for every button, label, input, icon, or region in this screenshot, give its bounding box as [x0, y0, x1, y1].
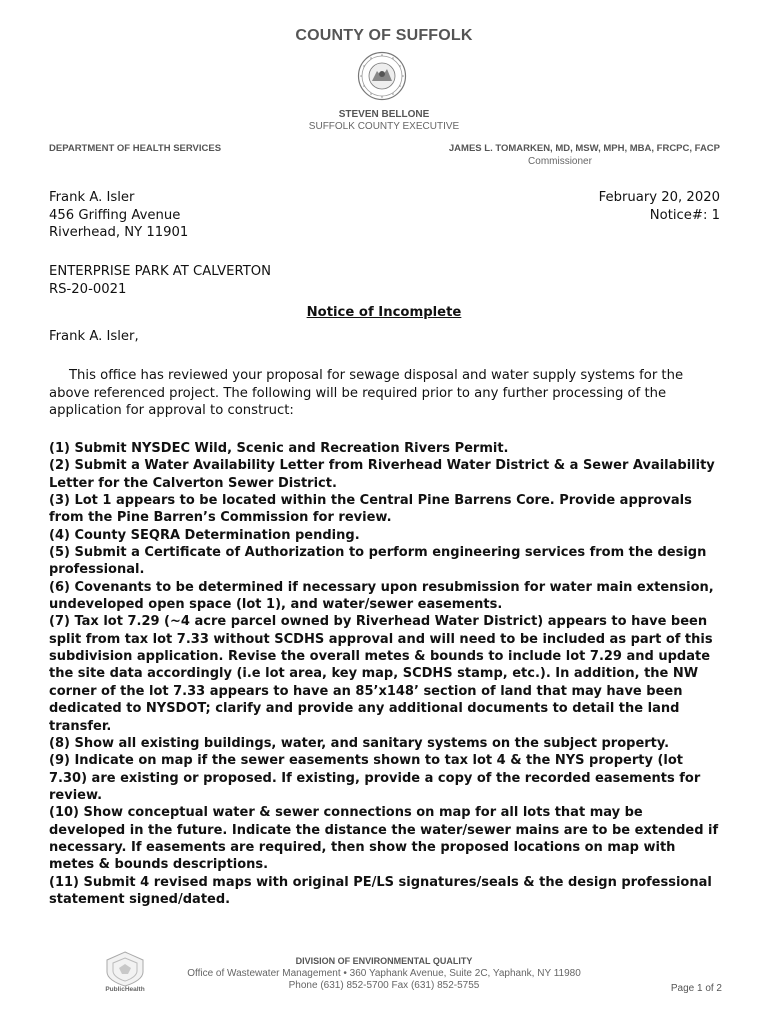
- department-name: DEPARTMENT OF HEALTH SERVICES: [49, 143, 222, 154]
- recipient-street: 456 Griffing Avenue: [49, 207, 181, 223]
- notice-title: Notice of Incomplete: [306, 305, 462, 320]
- page-number: Page 1 of 2: [670, 983, 722, 994]
- list-item: (8) Show all existing buildings, water, and sanitary systems on the subject property.: [49, 735, 670, 751]
- division-name: DIVISION OF ENVIRONMENTAL QUALITY: [295, 956, 473, 966]
- county-seal-icon: [357, 51, 407, 101]
- list-item: (5) Submit a Certificate of Authorization to perform engineering services from the design professional.: [49, 545, 707, 578]
- requirements-list: [49, 440, 721, 908]
- project-name: ENTERPRISE PARK AT CALVERTON: [49, 264, 272, 279]
- list-item: (1) Submit NYSDEC Wild, Scenic and Recreation Rivers Permit.: [49, 441, 509, 456]
- list-item: (10) Show conceptual water & sewer connections on map for all lots that may be developed in the future. Indicate the distance the water/sewer mains are to be extended if necessary. If easements are required, then show the proposed locations on map with metes & bounds descriptions.: [49, 805, 719, 873]
- date-block: [599, 189, 720, 224]
- recipient-city: Riverhead, NY 11901: [49, 225, 189, 240]
- commissioner-name: JAMES L. TOMARKEN, MD, MSW, MPH, MBA, FRCPC, FACP: [448, 143, 720, 154]
- list-item: (9) Indicate on map if the sewer easements shown to tax lot 4 & the NYS property (lot 7.30) are existing or proposed. If existing, provide a copy of the recorded easements for review.: [49, 753, 701, 803]
- list-item: (4) County SEQRA Determination pending.: [49, 527, 360, 543]
- office-phone: Phone (631) 852-5700 Fax (631) 852-5755: [288, 980, 480, 991]
- list-item: (2) Submit a Water Availability Letter from Riverhead Water District & a Sewer Availability Letter for the Calverton Sewer District.: [49, 458, 715, 491]
- list-item: (6) Covenants to be determined if necessary upon resubmission for water main extension, undeveloped open space (lot 1), and water/sewer easements.: [49, 579, 714, 613]
- recipient-address: [49, 189, 188, 242]
- executive-name: STEVEN BELLONE: [338, 109, 430, 120]
- project-block: [49, 263, 271, 298]
- public-health-logo-text: PublicHealth: [105, 986, 145, 993]
- commissioner-title: Commissioner: [528, 156, 592, 167]
- notice-number: Notice#: 1: [649, 207, 720, 223]
- list-item: (3) Lot 1 appears to be located within the Central Pine Barrens Core. Provide approvals from the Pine Barren’s Commission for review.: [49, 493, 692, 526]
- executive-title: SUFFOLK COUNTY EXECUTIVE: [308, 121, 460, 132]
- list-item: (11) Submit 4 revised maps with original PE/LS signatures/seals & the design professional statement signed/dated.: [49, 874, 712, 907]
- intro-paragraph: This office has reviewed your proposal for sewage disposal and water supply systems for the above referenced project. The following will be required prior to any further processing of the application for approval to construct:: [49, 368, 684, 418]
- office-address: Office of Wastewater Management • 360 Yaphank Avenue, Suite 2C, Yaphank, NY 11980: [187, 968, 581, 979]
- recipient-name: Frank A. Isler: [49, 190, 135, 205]
- project-ref: RS-20-0021: [49, 281, 127, 297]
- county-name: COUNTY OF SUFFOLK: [295, 27, 473, 44]
- list-item: (7) Tax lot 7.29 (~4 acre parcel owned by Riverhead Water District) appears to have been split from tax lot 7.33 without SCDHS approval and will need to be included as part of this subdivision application. Revise the overall metes & bounds to include lot 7.29 and update the site data accordingly (i.e lot area, key map, SCDHS stamp, etc.). In addition, the NW corner of the lot 7.33 appears to have an 85’x148’ section of land that may have been dedicated to NYSDOT; clarify and provide any additional documents to detail the land transfer.: [49, 614, 713, 734]
- salutation: Frank A. Isler,: [49, 329, 139, 344]
- letter-date: February 20, 2020: [598, 190, 720, 205]
